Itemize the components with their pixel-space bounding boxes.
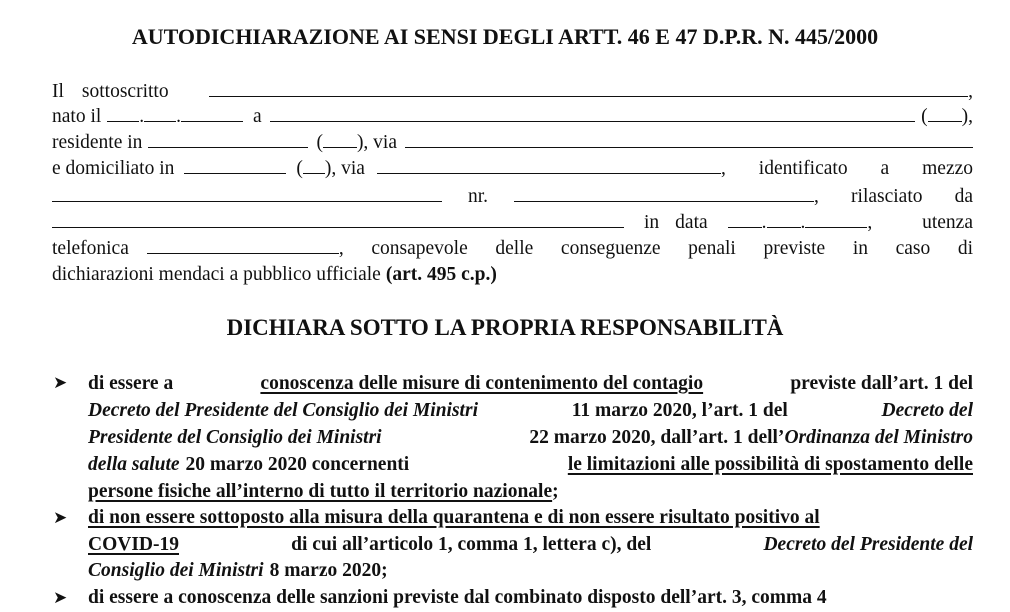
label: , xyxy=(968,81,973,102)
italic-text: Decreto del Presidente del Consiglio dei Ministri xyxy=(88,400,478,421)
label: da xyxy=(954,186,974,207)
label: ), via xyxy=(356,132,398,153)
form-line-2 xyxy=(52,104,973,129)
document-type-field[interactable] xyxy=(52,184,442,202)
text: di essere a conoscenza delle sanzioni previste dal combinato disposto dell’art. 3, comma 4 xyxy=(88,587,827,608)
form-line-8 xyxy=(52,263,973,287)
bullet-2-line-3 xyxy=(88,558,973,585)
label: Il xyxy=(52,81,64,102)
label: ), via xyxy=(324,158,365,179)
underlined-text: persone fisiche all’interno di tutto il territorio nazionale xyxy=(88,481,553,502)
bullet-1-line-1 xyxy=(88,371,973,398)
arrowhead-bullet-icon: ➤ xyxy=(53,508,68,527)
text: previste dall’art. 1 del xyxy=(790,373,974,394)
label: ( xyxy=(316,132,323,153)
italic-text: Decreto del xyxy=(881,400,973,421)
label: , xyxy=(814,186,819,207)
label: . xyxy=(176,106,182,127)
form-line-1 xyxy=(52,79,973,104)
label: delle xyxy=(495,238,534,259)
label: mezzo xyxy=(922,158,974,179)
underlined-text: di non essere sottoposto alla misura della quarantena e di non essere risultato positivo al xyxy=(88,507,820,528)
label: penali xyxy=(688,238,736,259)
phone-field[interactable] xyxy=(147,236,339,254)
issue-year-field[interactable] xyxy=(805,210,867,228)
underlined-text: COVID-19 xyxy=(88,534,179,555)
label: consapevole xyxy=(371,238,468,259)
italic-text: Ordinanza del Ministro xyxy=(784,427,973,448)
section-title: DICHIARA SOTTO LA PROPRIA RESPONSABILITÀ xyxy=(226,315,784,340)
bullet-1-line-4 xyxy=(88,452,973,479)
italic-text: Presidente del Consiglio dei Ministri xyxy=(88,427,382,448)
label: caso xyxy=(895,238,931,259)
birthplace-field[interactable] xyxy=(270,104,915,122)
birth-day-field[interactable] xyxy=(107,104,139,122)
form-line-3 xyxy=(52,130,973,155)
label: di xyxy=(957,238,974,259)
label: ), xyxy=(961,106,973,127)
label: . xyxy=(139,106,145,127)
label: rilasciato xyxy=(851,186,923,207)
form-line-4 xyxy=(52,156,973,181)
italic-text: Consiglio dei Ministri xyxy=(88,560,264,581)
arrowhead-bullet-icon: ➤ xyxy=(53,588,68,607)
issue-day-field[interactable] xyxy=(728,210,762,228)
bullet-2-line-2 xyxy=(88,532,973,559)
text: di essere a xyxy=(88,373,174,394)
document-number-field[interactable] xyxy=(514,184,814,202)
italic-text: Decreto del Presidente del xyxy=(763,534,974,555)
form-line-6 xyxy=(52,210,973,235)
label: utenza xyxy=(922,212,973,233)
bullet-1-line-5 xyxy=(88,479,973,506)
bullet-1-line-2 xyxy=(88,398,973,425)
domicile-street-field[interactable] xyxy=(377,156,721,174)
italic-text: della salute xyxy=(88,454,180,475)
residence-street-field[interactable] xyxy=(405,130,973,148)
issued-by-field[interactable] xyxy=(52,210,624,228)
label: , xyxy=(867,212,873,233)
label: sottoscritto xyxy=(81,81,169,102)
label: identificato xyxy=(758,158,848,179)
label: . xyxy=(761,212,767,233)
legal-reference: (art. 495 c.p.) xyxy=(385,264,497,285)
underlined-text: conoscenza delle misure di contenimento del contagio xyxy=(260,373,704,394)
label: nato il xyxy=(52,106,102,127)
label: conseguenze xyxy=(560,238,661,259)
residence-province-field[interactable] xyxy=(323,130,357,148)
birth-year-field[interactable] xyxy=(181,104,243,122)
birth-month-field[interactable] xyxy=(144,104,176,122)
label: residente in xyxy=(52,132,143,153)
residence-city-field[interactable] xyxy=(148,130,308,148)
text: 11 marzo 2020, l’art. 1 del xyxy=(571,400,788,421)
form-line-7 xyxy=(52,236,973,261)
bullet-2-line-1 xyxy=(88,505,973,532)
birth-province-field[interactable] xyxy=(928,104,962,122)
label: ( xyxy=(921,106,928,127)
label: in xyxy=(852,238,868,259)
label: ( xyxy=(296,158,303,179)
bullet-3-line-1 xyxy=(88,585,973,612)
label: previste xyxy=(763,238,826,259)
label: , xyxy=(720,158,726,179)
name-field[interactable] xyxy=(209,79,969,97)
label: data xyxy=(675,212,708,233)
label: telefonica xyxy=(52,238,129,259)
bullet-1-line-3 xyxy=(88,425,973,452)
label: a xyxy=(253,106,262,127)
label: a xyxy=(880,158,890,179)
label: e domiciliato in xyxy=(52,158,175,179)
label: dichiarazioni mendaci a pubblico ufficiale xyxy=(52,264,381,285)
text: di cui all’articolo 1, comma 1, lettera c), del xyxy=(291,534,652,555)
label: . xyxy=(800,212,806,233)
text: 22 marzo 2020, dall’art. 1 dell’ xyxy=(529,427,785,448)
underlined-text: le limitazioni alle possibilità di spostamento delle xyxy=(567,454,973,475)
arrowhead-bullet-icon: ➤ xyxy=(53,373,68,392)
label: , xyxy=(338,238,344,259)
domicile-province-field[interactable] xyxy=(303,156,325,174)
text: 8 marzo 2020; xyxy=(269,560,388,581)
form-line-5 xyxy=(52,184,973,209)
document-title: AUTODICHIARAZIONE AI SENSI DEGLI ARTT. 46 E 47 D.P.R. N. 445/2000 xyxy=(131,24,879,49)
domicile-city-field[interactable] xyxy=(184,156,286,174)
label: in xyxy=(644,212,660,233)
text: 20 marzo 2020 concernenti xyxy=(185,454,410,475)
text: ; xyxy=(552,481,559,502)
issue-month-field[interactable] xyxy=(767,210,801,228)
label: nr. xyxy=(468,186,489,207)
